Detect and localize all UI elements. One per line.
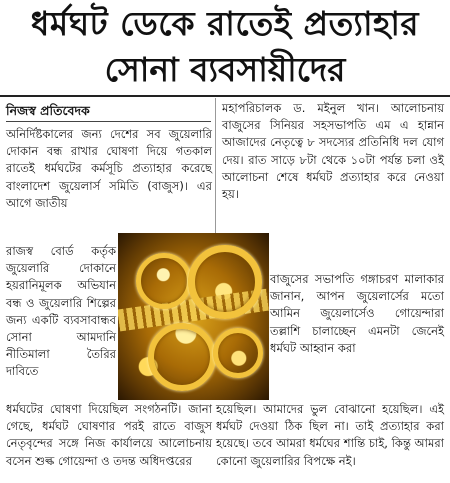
gold-bangle — [188, 245, 262, 319]
headline-line-1: ধর্মঘট ডেকে রাতেই প্রত্যাহার — [30, 4, 420, 43]
article-paragraph-right-top: মহাপরিচালক ড. মইনুল খান। আলোচনায় বাজুসের সিনিয়র সহসভাপতি এম এ হান্নান আজাদের নেতৃত্বে ৮ সদস্যের প্রতিনিধি দল যোগ দেয়। রাত সাড়ে ৮টা থেকে ১০টা পর্যন্ত চলা ওই আলোচনা শেষে ধর্মঘট প্রত্যাহার করে নেওয়া হয়। — [222, 101, 444, 202]
headline-line-2: সোনা ব্যবসায়ীদের — [104, 50, 346, 89]
article-paragraph-left-top: অনির্দিষ্টকালের জন্য দেশের সব জুয়েলারি দোকান বন্ধ রাখার ঘোষণা দিয়ে গতকাল রাতেই ধর্মঘটের কর্মসূচি প্রত্যাহার করেছে বাংলাদেশ জুয়েলার্স সমিতি (বাজুস)। এর আগে জাতীয় — [6, 127, 212, 210]
gold-ring — [136, 253, 192, 309]
article-paragraph-bottom-right: হয়েছিল। আমাদের ভুল বোঝানো হয়েছিল। এই ধর্মঘট দেওয়া ঠিক ছিল না। তাই প্রত্যাহার করা হয়েছে। তবে আমরা ধর্মঘের শান্তি চাই, কিন্তু আমরা কোনো জুয়েলারির বিপক্ষে নই। — [216, 402, 444, 468]
article-paragraph-right-mid: বাজুসের সভাপতি গঙ্গাচরণ মালাকার জানান, আপন জুয়েলার্সের মতো আমিন জুয়েলার্সেও গোয়েন্দারা তল্লাশি চালাচ্ছেন এমনটা জেনেই ধর্মঘট আহ্বান করা — [270, 272, 444, 355]
article-paragraph-left-mid: রাজস্ব বোর্ড কর্তৃক জুয়েলারি দোকানে হয়রানিমূলক অভিযান বন্ধ ও জুয়েলারি শিল্পের জন্য একটি ব্যবসাবান্ধব সোনা আমদানি নীতিমালা তৈরির দাবিতে — [6, 244, 116, 379]
gold-ring — [213, 328, 263, 378]
gold-bangle — [148, 323, 216, 391]
byline-rule — [6, 121, 211, 122]
headline-rule — [0, 95, 450, 97]
gold-jewelry-photo — [118, 233, 269, 400]
article-paragraph-bottom-left: ধর্মঘটের ঘোষণা দিয়েছিল সংগঠনটি। জানা গেছে, ধর্মঘট ঘোষণার পরই রাতে বাজুস নেতৃবৃন্দের সঙ্গে নিজ কার্যালয়ে আলোচনায় বসেন শুল্ক গোয়েন্দা ও তদন্ত অধিদপ্তরের — [6, 402, 212, 468]
byline: নিজস্ব প্রতিবেদক — [6, 103, 90, 118]
headline — [0, 0, 450, 92]
